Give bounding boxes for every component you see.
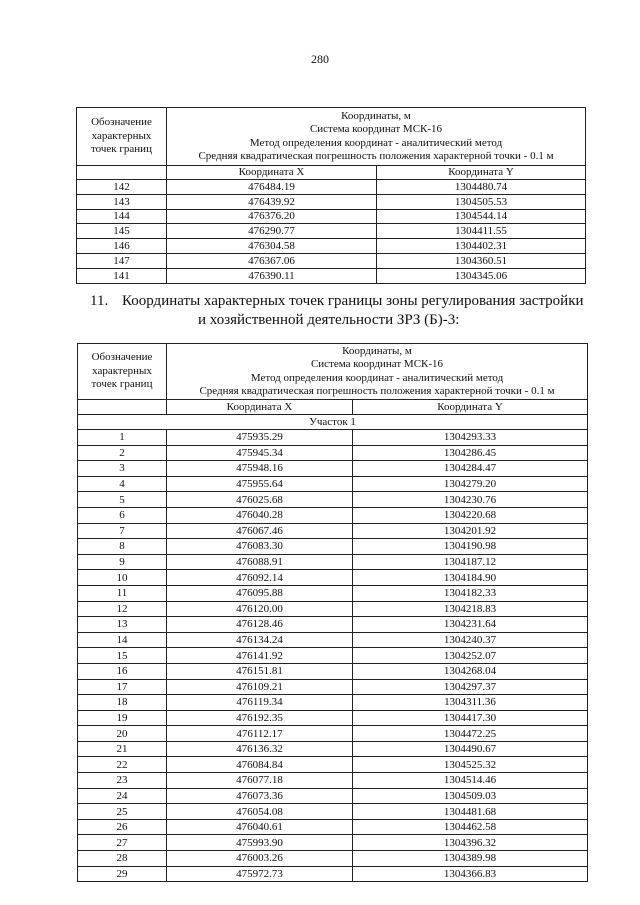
point-cell: 28 — [78, 851, 167, 867]
point-label-line: характерных — [92, 364, 152, 377]
col-x-header: Координата X — [167, 166, 377, 180]
point-cell: 15 — [78, 648, 167, 664]
subsection-label: Участок 1 — [78, 415, 588, 430]
x-cell: 476003.26 — [167, 851, 353, 867]
table-row — [78, 804, 588, 820]
point-cell: 145 — [77, 224, 167, 239]
point-cell: 25 — [78, 804, 167, 820]
point-cell: 13 — [78, 617, 167, 633]
table-row — [77, 253, 586, 268]
table-row — [78, 695, 588, 711]
point-cell: 143 — [77, 194, 167, 209]
x-cell: 476073.36 — [167, 788, 353, 804]
point-cell: 26 — [78, 819, 167, 835]
point-cell: 1 — [78, 430, 167, 446]
table-row — [77, 239, 586, 254]
point-cell: 4 — [78, 476, 167, 492]
x-cell: 476067.46 — [167, 523, 353, 539]
y-cell: 1304480.74 — [377, 180, 586, 195]
x-cell: 476084.84 — [167, 757, 353, 773]
y-cell: 1304389.98 — [353, 851, 588, 867]
table-row — [78, 476, 588, 492]
section-title-line-2: и хозяйственной деятельности ЗРЗ (Б)-3: — [198, 312, 460, 328]
point-label-line: Обозначение — [91, 351, 153, 364]
table-row — [78, 710, 588, 726]
coords-system: Система координат МСК-16 — [310, 358, 444, 370]
x-cell: 476040.28 — [167, 507, 353, 523]
table-row — [78, 726, 588, 742]
x-cell: 476151.81 — [167, 663, 353, 679]
point-cell: 142 — [77, 180, 167, 195]
y-cell: 1304187.12 — [353, 554, 588, 570]
point-cell: 17 — [78, 679, 167, 695]
table-row — [77, 194, 586, 209]
y-cell: 1304190.98 — [353, 539, 588, 555]
y-cell: 1304462.58 — [353, 819, 588, 835]
point-cell: 29 — [78, 866, 167, 882]
y-cell: 1304240.37 — [353, 632, 588, 648]
x-cell: 476439.92 — [167, 194, 377, 209]
x-cell: 476040.61 — [167, 819, 353, 835]
x-cell: 476054.08 — [167, 804, 353, 820]
table-row — [78, 679, 588, 695]
table-row — [77, 224, 586, 239]
point-cell: 12 — [78, 601, 167, 617]
point-cell: 147 — [77, 253, 167, 268]
table-row — [78, 539, 588, 555]
x-cell: 476092.14 — [167, 570, 353, 586]
point-cell: 7 — [78, 523, 167, 539]
x-cell: 476192.35 — [167, 710, 353, 726]
point-label-line: точек границ — [91, 143, 152, 156]
x-cell: 475945.34 — [167, 445, 353, 461]
y-cell: 1304360.51 — [377, 253, 586, 268]
table-row — [77, 180, 586, 195]
x-cell: 476083.30 — [167, 539, 353, 555]
x-cell: 476095.88 — [167, 585, 353, 601]
x-cell: 476119.34 — [167, 695, 353, 711]
table-2-body — [78, 430, 588, 882]
table-row — [78, 523, 588, 539]
table-row — [78, 773, 588, 789]
y-cell: 1304184.90 — [353, 570, 588, 586]
y-cell: 1304481.68 — [353, 804, 588, 820]
point-cell: 144 — [77, 209, 167, 224]
point-label-line: точек границ — [91, 378, 153, 391]
point-cell: 19 — [78, 710, 167, 726]
table-row — [78, 819, 588, 835]
x-cell: 476136.32 — [167, 741, 353, 757]
point-cell: 18 — [78, 695, 167, 711]
table-row — [78, 741, 588, 757]
point-cell: 10 — [78, 570, 167, 586]
point-cell: 16 — [78, 663, 167, 679]
table-row — [78, 632, 588, 648]
y-cell: 1304490.67 — [353, 741, 588, 757]
y-cell: 1304505.53 — [377, 194, 586, 209]
point-cell: 11 — [78, 585, 167, 601]
y-cell: 1304279.20 — [353, 476, 588, 492]
point-cell: 24 — [78, 788, 167, 804]
y-cell: 1304472.25 — [353, 726, 588, 742]
empty-header-cell — [77, 166, 167, 180]
x-cell: 475948.16 — [167, 461, 353, 477]
x-cell: 476367.06 — [167, 253, 377, 268]
col-y-header: Координата Y — [353, 400, 588, 415]
y-cell: 1304366.83 — [353, 866, 588, 882]
table-1-body — [77, 180, 586, 284]
table-row — [77, 268, 586, 283]
y-cell: 1304544.14 — [377, 209, 586, 224]
point-cell: 8 — [78, 539, 167, 555]
x-cell: 476128.46 — [167, 617, 353, 633]
x-cell: 476390.11 — [167, 268, 377, 283]
x-cell: 475972.73 — [167, 866, 353, 882]
point-cell: 23 — [78, 773, 167, 789]
x-cell: 475955.64 — [167, 476, 353, 492]
y-cell: 1304182.33 — [353, 585, 588, 601]
coords-title: Координаты, м — [341, 109, 411, 122]
point-cell: 9 — [78, 554, 167, 570]
point-cell: 14 — [78, 632, 167, 648]
y-cell: 1304525.32 — [353, 757, 588, 773]
col-x-header: Координата X — [167, 400, 353, 415]
table-row — [78, 617, 588, 633]
table-row — [78, 445, 588, 461]
y-cell: 1304220.68 — [353, 507, 588, 523]
x-cell: 476304.58 — [167, 239, 377, 254]
x-cell: 476484.19 — [167, 180, 377, 195]
x-cell: 476376.20 — [167, 209, 377, 224]
x-cell: 475993.90 — [167, 835, 353, 851]
table-row — [78, 788, 588, 804]
section-number: 11. — [90, 293, 109, 309]
coordinates-table-2 — [77, 343, 588, 882]
y-cell: 1304230.76 — [353, 492, 588, 508]
point-cell: 3 — [78, 461, 167, 477]
table-row — [78, 507, 588, 523]
coords-accuracy: Средняя квадратическая погрешность положения характерной точки - 0.1 м — [198, 150, 554, 162]
point-cell: 5 — [78, 492, 167, 508]
y-cell: 1304417.30 — [353, 710, 588, 726]
coords-system: Система координат МСК-16 — [309, 123, 443, 135]
x-cell: 476112.17 — [167, 726, 353, 742]
x-cell: 476077.18 — [167, 773, 353, 789]
point-cell: 20 — [78, 726, 167, 742]
x-cell: 476141.92 — [167, 648, 353, 664]
coords-title: Координаты, м — [342, 344, 412, 357]
point-cell: 146 — [77, 239, 167, 254]
coords-method: Метод определения координат - аналитический метод — [249, 136, 503, 149]
x-cell: 476025.68 — [167, 492, 353, 508]
y-cell: 1304411.55 — [377, 224, 586, 239]
empty-header-cell — [78, 400, 167, 415]
coordinates-table-1 — [76, 107, 586, 284]
point-cell: 141 — [77, 268, 167, 283]
x-cell: 476088.91 — [167, 554, 353, 570]
section-title-line-1: Координаты характерных точек границы зоны регулирования застройки — [122, 293, 584, 309]
x-cell: 476290.77 — [167, 224, 377, 239]
point-cell: 22 — [78, 757, 167, 773]
point-cell: 21 — [78, 741, 167, 757]
y-cell: 1304293.33 — [353, 430, 588, 446]
point-label-header — [78, 344, 167, 400]
point-label-header — [77, 108, 167, 166]
table-row — [78, 835, 588, 851]
y-cell: 1304311.36 — [353, 695, 588, 711]
table-row — [78, 648, 588, 664]
table-row — [78, 851, 588, 867]
y-cell: 1304252.07 — [353, 648, 588, 664]
table-row — [78, 461, 588, 477]
y-cell: 1304514.46 — [353, 773, 588, 789]
table-row — [78, 585, 588, 601]
y-cell: 1304286.45 — [353, 445, 588, 461]
table-row — [78, 866, 588, 882]
table-row — [78, 570, 588, 586]
point-label-line: Обозначение — [91, 116, 152, 129]
y-cell: 1304218.83 — [353, 601, 588, 617]
y-cell: 1304396.32 — [353, 835, 588, 851]
table-row — [77, 209, 586, 224]
point-cell: 6 — [78, 507, 167, 523]
table-row — [78, 430, 588, 446]
y-cell: 1304268.04 — [353, 663, 588, 679]
y-cell: 1304509.03 — [353, 788, 588, 804]
point-label-line: характерных — [91, 129, 152, 142]
y-cell: 1304297.37 — [353, 679, 588, 695]
point-cell: 27 — [78, 835, 167, 851]
page-number: 280 — [311, 52, 329, 66]
x-cell: 476120.00 — [167, 601, 353, 617]
coords-header — [167, 108, 586, 166]
table-row — [78, 492, 588, 508]
point-cell: 2 — [78, 445, 167, 461]
coords-accuracy: Средняя квадратическая погрешность положения характерной точки - 0.1 м — [199, 385, 555, 397]
table-row — [78, 757, 588, 773]
x-cell: 476134.24 — [167, 632, 353, 648]
x-cell: 476109.21 — [167, 679, 353, 695]
y-cell: 1304284.47 — [353, 461, 588, 477]
coords-header — [167, 344, 588, 400]
y-cell: 1304345.06 — [377, 268, 586, 283]
col-y-header: Координата Y — [377, 166, 586, 180]
y-cell: 1304201.92 — [353, 523, 588, 539]
y-cell: 1304402.31 — [377, 239, 586, 254]
y-cell: 1304231.64 — [353, 617, 588, 633]
table-row — [78, 601, 588, 617]
table-row — [78, 554, 588, 570]
table-row — [78, 663, 588, 679]
x-cell: 475935.29 — [167, 430, 353, 446]
coords-method: Метод определения координат - аналитический метод — [250, 371, 504, 384]
